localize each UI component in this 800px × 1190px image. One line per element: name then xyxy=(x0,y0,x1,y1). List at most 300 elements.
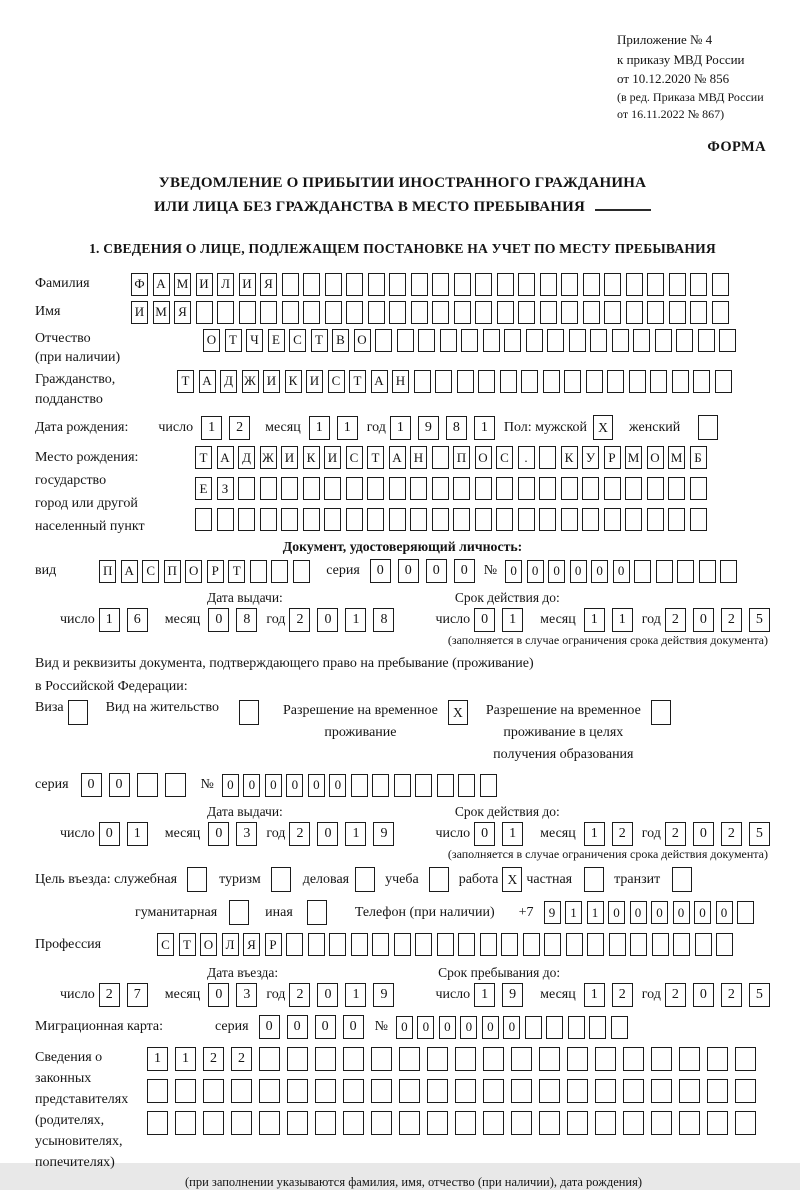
char-box: И xyxy=(306,370,323,393)
char-box: 2 xyxy=(231,1047,252,1071)
res-doc-date-headers-left: Дата выдачи: xyxy=(207,804,283,820)
char-box xyxy=(612,329,629,352)
char-box xyxy=(626,273,643,296)
inline-label: месяц xyxy=(265,419,301,435)
char-box xyxy=(231,1079,252,1103)
char-box: В xyxy=(332,329,349,352)
char-box xyxy=(475,301,492,324)
char-box xyxy=(432,508,449,531)
char-box xyxy=(582,477,599,500)
patronymic-row xyxy=(35,329,770,368)
char-box: С xyxy=(496,446,513,469)
iddoc-valid-year-boxes xyxy=(665,608,777,632)
char-box xyxy=(432,477,449,500)
char-box: Ж xyxy=(242,370,259,393)
char-box xyxy=(676,329,693,352)
char-box xyxy=(217,301,234,324)
profession-boxes xyxy=(157,933,738,956)
char-box xyxy=(203,1079,224,1103)
char-box xyxy=(690,301,707,324)
char-box: С xyxy=(157,933,174,956)
iddoc-issue-day-boxes xyxy=(99,608,155,632)
entry-date-headers-right: Срок пребывания до: xyxy=(438,965,561,981)
char-box xyxy=(303,273,320,296)
char-box xyxy=(518,301,535,324)
char-box: 9 xyxy=(544,901,561,924)
resdoc-issue-month-boxes xyxy=(208,822,264,846)
inline-label: серия xyxy=(35,777,69,793)
char-box: 0 xyxy=(716,901,733,924)
char-box xyxy=(690,508,707,531)
char-box xyxy=(293,560,310,583)
char-box: 3 xyxy=(236,822,257,846)
char-box: 0 xyxy=(208,608,229,632)
residence-permit-checkbox xyxy=(239,700,259,725)
char-box: О xyxy=(203,329,220,352)
char-box: 0 xyxy=(259,1015,280,1039)
char-box: 1 xyxy=(99,608,120,632)
char-box: 1 xyxy=(345,608,366,632)
field-label xyxy=(35,329,203,368)
char-box xyxy=(399,1079,420,1103)
char-box xyxy=(707,1079,728,1103)
char-box: Т xyxy=(177,370,194,393)
char-box xyxy=(259,1047,280,1071)
char-box: 0 xyxy=(426,559,447,583)
iddoc-valid-month-boxes xyxy=(584,608,640,632)
char-box xyxy=(368,301,385,324)
char-box: 0 xyxy=(109,773,130,797)
identity-doc-row xyxy=(35,559,770,583)
inline-label: месяц xyxy=(164,826,201,842)
char-box xyxy=(367,477,384,500)
inline-label: число xyxy=(158,419,194,435)
field-label-line: подданство xyxy=(35,391,103,407)
char-box xyxy=(647,508,664,531)
char-box xyxy=(567,1111,588,1135)
char-box xyxy=(346,301,363,324)
inline-label: месяц xyxy=(164,612,201,628)
char-box xyxy=(455,1079,476,1103)
char-box xyxy=(367,508,384,531)
char-box xyxy=(625,508,642,531)
res-doc-dates-row xyxy=(35,822,770,846)
char-box: 2 xyxy=(721,822,742,846)
char-box xyxy=(539,1047,560,1071)
inline-label: туризм xyxy=(219,871,261,887)
char-box: 1 xyxy=(474,983,495,1007)
char-box xyxy=(458,774,475,797)
inline-label: год xyxy=(641,826,661,842)
legal-reps-note: (при заполнении указываются фамилия, имя, отчество (при наличии), дата рождения) xyxy=(185,1175,643,1190)
appendix-line-1: Приложение № 4 xyxy=(617,32,713,47)
char-box xyxy=(561,477,578,500)
char-box xyxy=(586,370,603,393)
char-box xyxy=(544,933,561,956)
char-box xyxy=(540,273,557,296)
inline-label: учеба xyxy=(385,871,419,887)
char-box: 0 xyxy=(222,774,239,797)
entry-date-headers xyxy=(35,965,770,981)
char-box xyxy=(453,508,470,531)
char-box xyxy=(437,774,454,797)
char-box xyxy=(626,301,643,324)
char-box xyxy=(250,560,267,583)
birth-month-boxes xyxy=(309,416,365,440)
entry-date-headers-left: Дата въезда: xyxy=(207,965,279,981)
inline-label: число xyxy=(60,826,95,842)
char-box xyxy=(389,508,406,531)
char-box: Л xyxy=(217,273,234,296)
char-box xyxy=(677,560,694,583)
appendix-reference xyxy=(617,30,770,123)
char-box: 1 xyxy=(565,901,582,924)
migcard-number-boxes xyxy=(396,1016,633,1039)
char-box xyxy=(315,1079,336,1103)
char-box xyxy=(415,774,432,797)
blank-underline xyxy=(595,206,651,211)
char-box xyxy=(511,1111,532,1135)
char-box xyxy=(511,1079,532,1103)
char-box: 0 xyxy=(505,560,522,583)
char-box xyxy=(147,1079,168,1103)
char-box xyxy=(651,1079,672,1103)
char-box: 0 xyxy=(651,901,668,924)
char-box xyxy=(271,560,288,583)
char-box xyxy=(165,773,186,797)
char-box: 9 xyxy=(418,416,439,440)
char-box: А xyxy=(389,446,406,469)
char-box xyxy=(623,1111,644,1135)
inline-label: месяц xyxy=(540,612,576,628)
char-box: Т xyxy=(367,446,384,469)
char-box xyxy=(582,508,599,531)
patronymic-boxes xyxy=(203,329,741,352)
char-box: 1 xyxy=(175,1047,196,1071)
char-box xyxy=(695,933,712,956)
char-box xyxy=(281,477,298,500)
char-box xyxy=(500,370,517,393)
stay-day-boxes xyxy=(474,983,530,1007)
char-box: Ж xyxy=(260,446,277,469)
migration-card-row xyxy=(35,1015,770,1039)
char-box xyxy=(496,477,513,500)
char-box: Т xyxy=(179,933,196,956)
char-box xyxy=(647,273,664,296)
char-box: Т xyxy=(349,370,366,393)
legal-reps-block xyxy=(35,1047,770,1173)
char-box xyxy=(669,273,686,296)
char-box: 1 xyxy=(345,822,366,846)
purpose-tourism-checkbox xyxy=(271,867,291,892)
char-box xyxy=(604,477,621,500)
char-box: 8 xyxy=(236,608,257,632)
char-box xyxy=(655,329,672,352)
legal-reps-line2 xyxy=(147,1079,763,1103)
char-box xyxy=(397,329,414,352)
char-box xyxy=(566,933,583,956)
char-box xyxy=(410,508,427,531)
char-box xyxy=(371,1079,392,1103)
purpose-private-checkbox xyxy=(584,867,604,892)
entry-month-boxes xyxy=(208,983,264,1007)
char-box: 1 xyxy=(390,416,411,440)
char-box xyxy=(501,933,518,956)
char-box: 1 xyxy=(345,983,366,1007)
inline-label: число xyxy=(435,987,471,1003)
char-box xyxy=(699,560,716,583)
char-box xyxy=(651,1111,672,1135)
inline-label: год xyxy=(266,612,286,628)
char-box xyxy=(693,370,710,393)
inline-label: № xyxy=(374,1019,388,1035)
char-box: 0 xyxy=(608,901,625,924)
char-box: Я xyxy=(260,273,277,296)
char-box xyxy=(712,273,729,296)
char-box: Д xyxy=(238,446,255,469)
char-box xyxy=(623,1047,644,1071)
phone-boxes xyxy=(544,901,759,924)
char-box: 0 xyxy=(208,983,229,1007)
field-label-line: Гражданство, xyxy=(35,371,116,387)
char-box xyxy=(583,301,600,324)
entry-purpose-row2 xyxy=(35,900,770,925)
char-box: И xyxy=(281,446,298,469)
char-box xyxy=(389,301,406,324)
char-box xyxy=(647,477,664,500)
field-label-line: населенный пункт xyxy=(35,519,145,535)
char-box xyxy=(604,508,621,531)
char-box xyxy=(511,1047,532,1071)
inline-label: серия xyxy=(326,563,360,579)
char-box: Я xyxy=(243,933,260,956)
purpose-other-checkbox xyxy=(307,900,327,925)
char-box xyxy=(543,370,560,393)
char-box: 6 xyxy=(127,608,148,632)
inline-label-line: проживание в целях xyxy=(503,724,624,740)
char-box xyxy=(539,477,556,500)
char-box xyxy=(567,1047,588,1071)
field-label-line: Отчество xyxy=(35,330,91,346)
validity-note-1: (заполняется в случае ограничения срока действия документа) xyxy=(447,633,768,648)
migcard-series-boxes xyxy=(259,1015,371,1039)
inline-label: Вид на жительство xyxy=(105,700,219,716)
purpose-business-checkbox xyxy=(355,867,375,892)
givenname-boxes xyxy=(131,301,733,324)
citizenship-boxes xyxy=(177,370,736,393)
inline-label: женский xyxy=(629,419,681,435)
char-box xyxy=(625,477,642,500)
char-box xyxy=(595,1079,616,1103)
char-box xyxy=(568,1016,585,1039)
char-box: О xyxy=(647,446,664,469)
char-box xyxy=(737,901,754,924)
char-box xyxy=(561,508,578,531)
char-box xyxy=(630,933,647,956)
char-box: 0 xyxy=(343,1015,364,1039)
residence-doc-heading1: Вид и реквизиты документа, подтверждающего право на пребывание (проживание) xyxy=(35,656,534,672)
char-box: А xyxy=(199,370,216,393)
char-box: 2 xyxy=(99,983,120,1007)
char-box: Р xyxy=(265,933,282,956)
char-box xyxy=(415,933,432,956)
form-title xyxy=(35,172,770,219)
char-box xyxy=(647,301,664,324)
char-box: 0 xyxy=(693,608,714,632)
char-box xyxy=(427,1111,448,1135)
char-box: С xyxy=(328,370,345,393)
char-box xyxy=(652,933,669,956)
char-box xyxy=(175,1079,196,1103)
char-box xyxy=(633,329,650,352)
birthplace-block-label xyxy=(35,446,195,539)
char-box xyxy=(325,301,342,324)
char-box: Е xyxy=(195,477,212,500)
identity-doc-date-headers-right: Срок действия до: xyxy=(454,590,560,606)
char-box xyxy=(411,301,428,324)
char-box xyxy=(475,477,492,500)
field-label-line: попечителях) xyxy=(35,1155,115,1171)
char-box: 0 xyxy=(474,822,495,846)
char-box: З xyxy=(217,477,234,500)
char-box xyxy=(698,329,715,352)
char-box xyxy=(432,446,449,469)
char-box: 0 xyxy=(548,560,565,583)
resdoc-valid-year-boxes xyxy=(665,822,777,846)
res-number-boxes xyxy=(222,774,502,797)
char-box xyxy=(483,1079,504,1103)
char-box: 0 xyxy=(570,560,587,583)
field-label xyxy=(35,274,131,294)
field-label-line: государство xyxy=(35,473,107,489)
char-box: А xyxy=(121,560,138,583)
inline-label-line: проживание xyxy=(324,724,397,740)
form-title-line1: УВЕДОМЛЕНИЕ О ПРИБЫТИИ ИНОСТРАННОГО ГРАЖДАНИНА xyxy=(158,175,647,192)
char-box: 0 xyxy=(454,559,475,583)
char-box xyxy=(394,933,411,956)
field-label xyxy=(35,935,157,955)
char-box xyxy=(595,1111,616,1135)
char-box xyxy=(351,933,368,956)
legal-reps-line1 xyxy=(147,1047,763,1071)
identity-doc-date-headers xyxy=(35,590,770,606)
char-box: 0 xyxy=(630,901,647,924)
char-box xyxy=(518,508,535,531)
stay-month-boxes xyxy=(584,983,640,1007)
char-box: 0 xyxy=(417,1016,434,1039)
char-box: 0 xyxy=(503,1016,520,1039)
inline-label: год xyxy=(266,987,286,1003)
res-doc-date-headers xyxy=(35,804,770,820)
char-box: 1 xyxy=(474,416,495,440)
stay-year-boxes xyxy=(665,983,777,1007)
char-box xyxy=(569,329,586,352)
char-box xyxy=(458,933,475,956)
char-box: 9 xyxy=(502,983,523,1007)
char-box: 2 xyxy=(229,416,250,440)
field-label xyxy=(35,370,177,409)
char-box xyxy=(303,477,320,500)
char-box: 2 xyxy=(665,822,686,846)
char-box xyxy=(238,508,255,531)
char-box xyxy=(343,1111,364,1135)
char-box xyxy=(650,370,667,393)
char-box: 0 xyxy=(370,559,391,583)
inline-label: месяц xyxy=(540,987,576,1003)
char-box: 2 xyxy=(612,983,633,1007)
char-box xyxy=(260,301,277,324)
char-box: 1 xyxy=(612,608,633,632)
char-box: И xyxy=(196,273,213,296)
doc-number-boxes xyxy=(505,560,742,583)
char-box xyxy=(325,273,342,296)
inline-label: месяц xyxy=(164,987,201,1003)
char-box: 1 xyxy=(147,1047,168,1071)
residence-doc-types-row xyxy=(35,700,770,765)
char-box xyxy=(287,1079,308,1103)
inline-label-line: получения образования xyxy=(493,746,634,762)
char-box: 0 xyxy=(329,774,346,797)
char-box: 1 xyxy=(502,608,523,632)
inline-label-line: Разрешение на временное xyxy=(282,703,438,719)
char-box: 8 xyxy=(446,416,467,440)
char-box: 2 xyxy=(289,608,310,632)
char-box xyxy=(496,508,513,531)
char-box xyxy=(478,370,495,393)
char-box xyxy=(346,508,363,531)
appendix-line-4: (в ред. Приказа МВД России xyxy=(617,89,764,104)
char-box: 7 xyxy=(127,983,148,1007)
char-box xyxy=(539,1079,560,1103)
char-box: 0 xyxy=(99,822,120,846)
appendix-line-3: от 10.12.2020 № 856 xyxy=(617,71,730,86)
char-box: 2 xyxy=(612,822,633,846)
char-box xyxy=(432,301,449,324)
inline-label: +7 xyxy=(518,904,534,920)
char-box: 2 xyxy=(665,608,686,632)
doc-type-boxes xyxy=(99,560,314,583)
section1-heading: 1. СВЕДЕНИЯ О ЛИЦЕ, ПОДЛЕЖАЩЕМ ПОСТАНОВКЕ НА УЧЕТ ПО МЕСТУ ПРЕБЫВАНИЯ xyxy=(89,240,716,256)
char-box xyxy=(690,273,707,296)
char-box: 2 xyxy=(203,1047,224,1071)
field-label xyxy=(35,302,131,322)
char-box xyxy=(282,301,299,324)
char-box xyxy=(504,329,521,352)
char-box xyxy=(286,933,303,956)
char-box: И xyxy=(131,301,148,324)
char-box: 9 xyxy=(373,822,394,846)
char-box: С xyxy=(142,560,159,583)
char-box: 0 xyxy=(613,560,630,583)
char-box xyxy=(440,329,457,352)
inline-label: иная xyxy=(265,904,293,920)
field-label-line: законных xyxy=(35,1071,92,1087)
birthplace-line3 xyxy=(195,508,711,531)
char-box xyxy=(735,1047,756,1071)
char-box xyxy=(540,301,557,324)
resdoc-valid-day-boxes xyxy=(474,822,530,846)
char-box: Д xyxy=(220,370,237,393)
char-box xyxy=(526,329,543,352)
char-box xyxy=(590,329,607,352)
char-box xyxy=(690,477,707,500)
char-box: 2 xyxy=(721,608,742,632)
char-box: А xyxy=(371,370,388,393)
char-box: П xyxy=(99,560,116,583)
char-box: И xyxy=(263,370,280,393)
inline-label-stack xyxy=(283,700,438,743)
char-box xyxy=(583,273,600,296)
